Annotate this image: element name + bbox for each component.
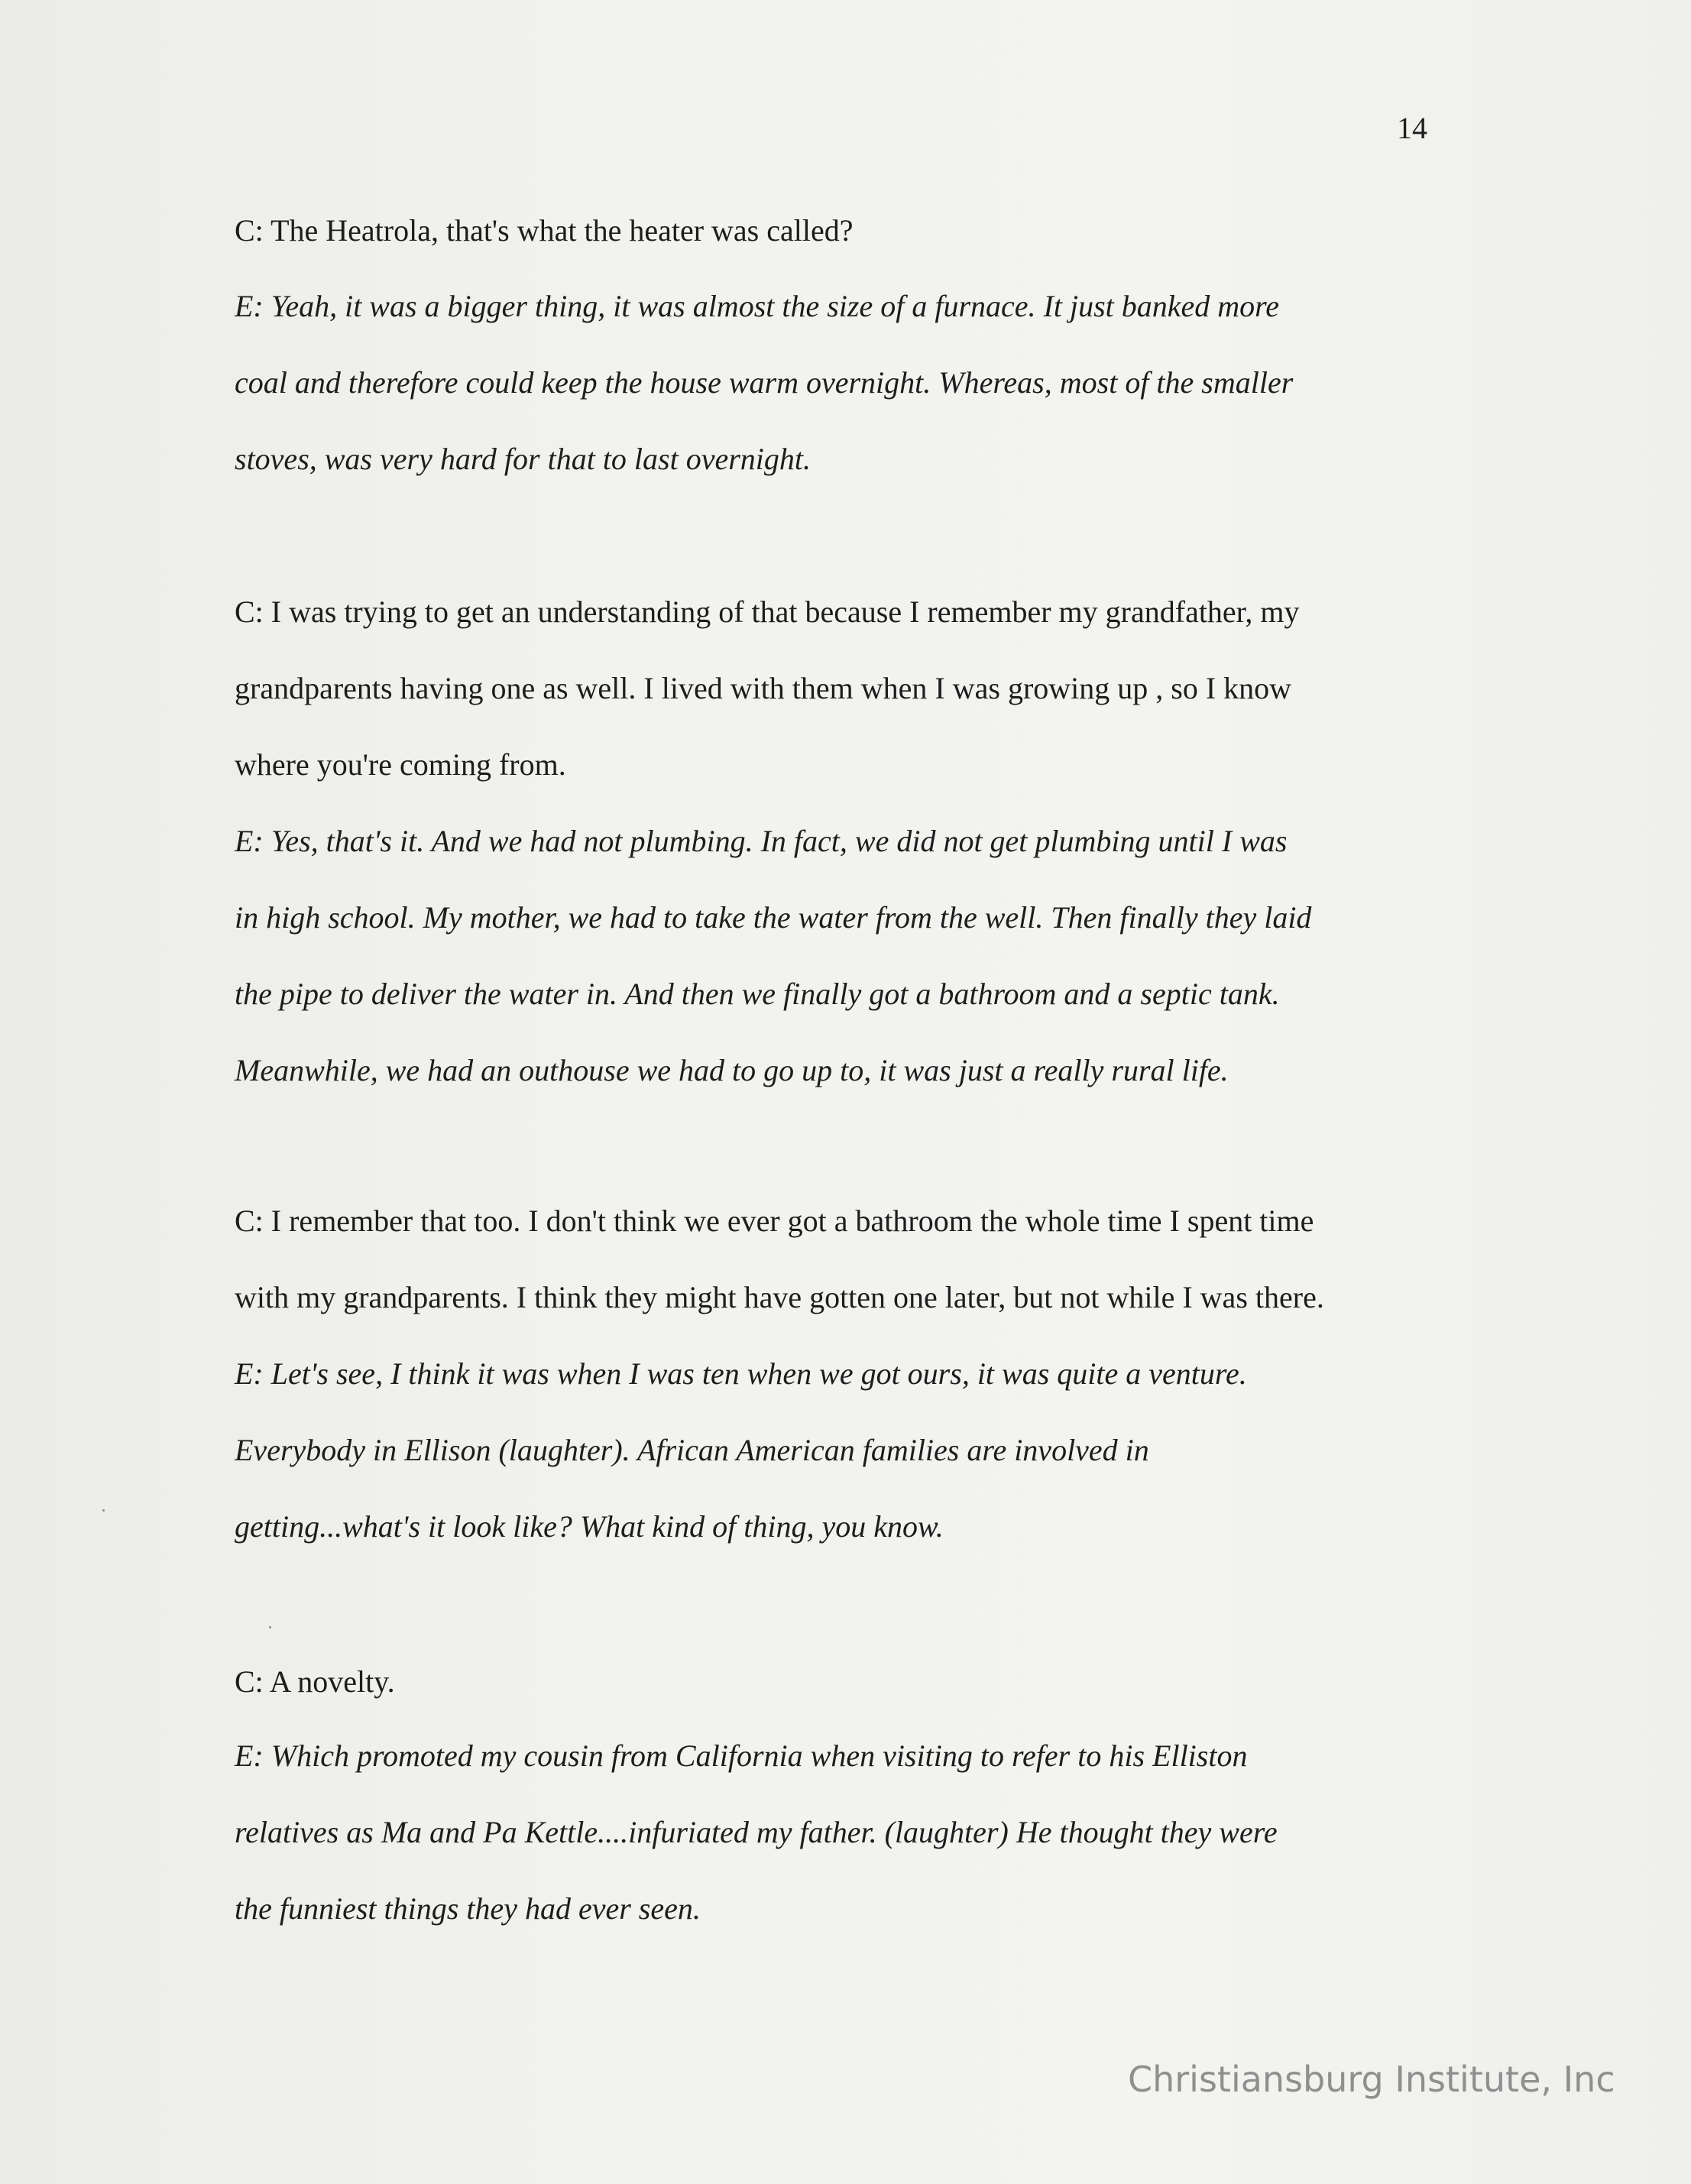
page-number: 14 xyxy=(1397,111,1427,145)
paper-speck xyxy=(269,1626,271,1628)
transcript-line: stoves, was very hard for that to last overnight. xyxy=(235,442,811,476)
transcript-line: C: A novelty. xyxy=(235,1664,395,1699)
transcript-line: C: The Heatrola, that's what the heater was called? xyxy=(235,213,854,248)
transcript-line: Meanwhile, we had an outhouse we had to go up to, it was just a really rural life. xyxy=(235,1053,1229,1087)
transcript-line: C: I was trying to get an understanding of that because I remember my grandfather, my xyxy=(235,595,1300,629)
transcript-line: Everybody in Ellison (laughter). African American families are involved in xyxy=(235,1433,1149,1467)
transcript-line: relatives as Ma and Pa Kettle....infuriated my father. (laughter) He thought they were xyxy=(235,1815,1278,1849)
transcript-line: in high school. My mother, we had to take the water from the well. Then finally they laid xyxy=(235,900,1312,935)
transcript-line: getting...what's it look like? What kind of thing, you know. xyxy=(235,1509,944,1544)
transcript-line: grandparents having one as well. I lived with them when I was growing up , so I know xyxy=(235,671,1292,705)
transcript-line: where you're coming from. xyxy=(235,747,566,782)
transcript-line: C: I remember that too. I don't think we ever got a bathroom the whole time I spent time xyxy=(235,1204,1314,1238)
transcript-line: E: Let's see, I think it was when I was ten when we got ours, it was quite a venture. xyxy=(235,1356,1247,1391)
transcript-line: coal and therefore could keep the house warm overnight. Whereas, most of the smaller xyxy=(235,365,1294,400)
transcript-line: the funniest things they had ever seen. xyxy=(235,1891,701,1926)
watermark: Christiansburg Institute, Inc xyxy=(1128,2059,1615,2100)
transcript-line: E: Yeah, it was a bigger thing, it was almost the size of a furnace. It just banked more xyxy=(235,289,1279,323)
transcript-line: E: Yes, that's it. And we had not plumbing. In fact, we did not get plumbing until I was xyxy=(235,824,1288,858)
transcript-line: the pipe to deliver the water in. And then we finally got a bathroom and a septic tank. xyxy=(235,977,1280,1011)
transcript-line: with my grandparents. I think they might have gotten one later, but not while I was there. xyxy=(235,1280,1324,1314)
transcript-line: E: Which promoted my cousin from California when visiting to refer to his Elliston xyxy=(235,1738,1248,1773)
paper-speck xyxy=(102,1509,105,1512)
